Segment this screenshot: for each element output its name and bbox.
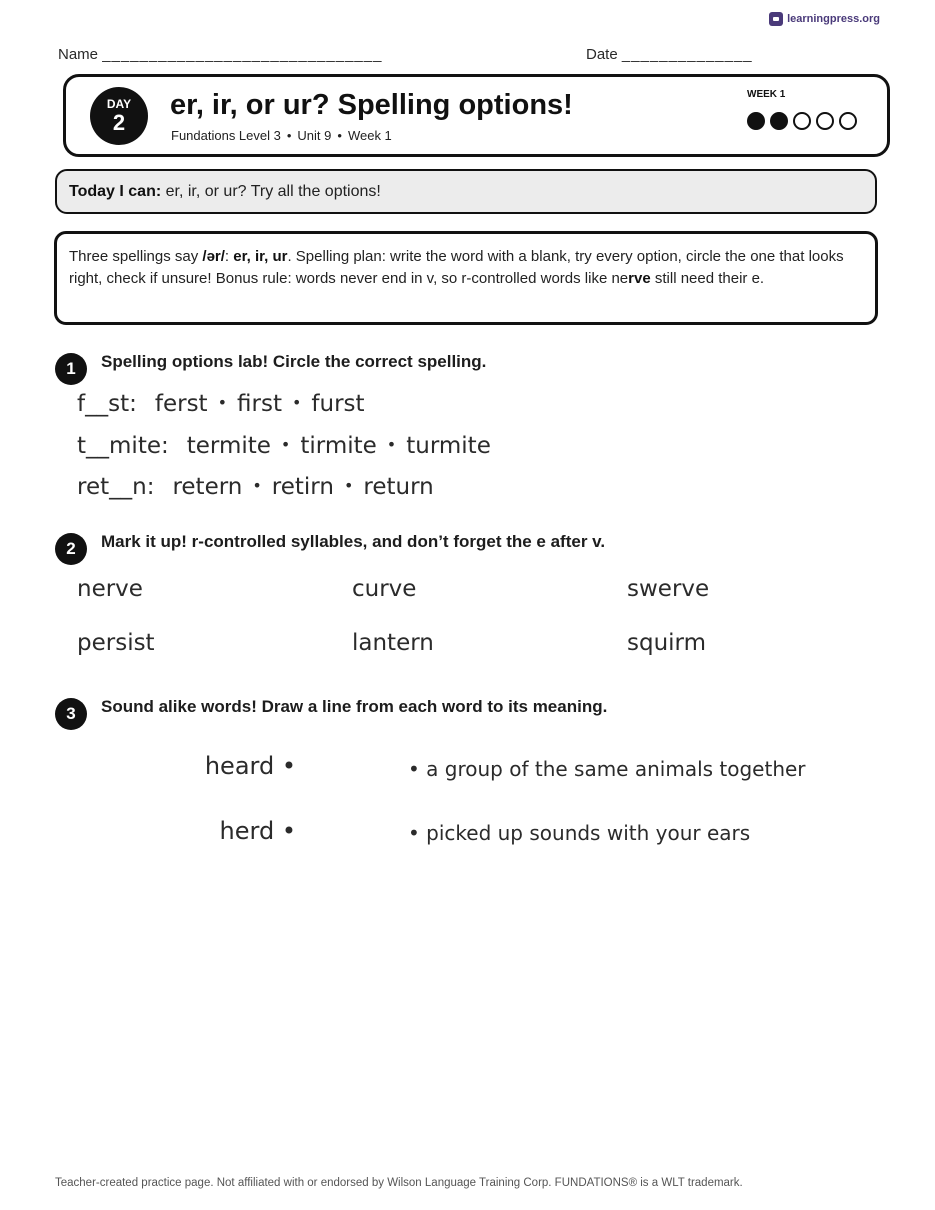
date-label: Date — [586, 46, 618, 63]
subtitle-level: Fundations Level 3 — [171, 128, 281, 143]
spelling-stem: t__mite: — [77, 433, 169, 459]
spelling-option[interactable]: return — [363, 474, 434, 500]
subtitle-week: Week 1 — [347, 128, 392, 143]
subtitle-unit: Unit 9 — [297, 128, 332, 143]
markup-word: nerve — [77, 576, 143, 602]
today-label: Today I can: — [69, 183, 162, 200]
date-line: ______________ — [621, 46, 753, 63]
match-meaning[interactable]: • a group of the same animals together — [408, 757, 806, 781]
markup-word: lantern — [352, 630, 434, 656]
option-separator: • — [252, 476, 262, 495]
spelling-rule-box — [54, 231, 878, 325]
name-label: Name — [58, 46, 99, 63]
name-date-row — [58, 46, 877, 66]
info-phoneme: /ər/ — [202, 248, 225, 265]
subtitle-sep: • — [337, 128, 342, 143]
day-number: 2 — [112, 109, 126, 135]
spelling-option[interactable]: retern — [172, 474, 243, 500]
week-dot-empty — [793, 112, 811, 130]
date-field — [586, 46, 753, 63]
markup-word: squirm — [627, 630, 707, 656]
spelling-row — [77, 433, 491, 459]
week-dot-filled — [747, 112, 765, 130]
info-text: : — [224, 248, 234, 265]
day-badge — [90, 87, 148, 145]
spelling-stem: f__st: — [77, 391, 137, 417]
markup-word: persist — [77, 630, 155, 656]
week-label: WEEK 1 — [747, 89, 786, 100]
today-text: er, ir, or ur? Try all the options! — [165, 183, 381, 200]
day-label: DAY — [106, 96, 132, 111]
markup-word: curve — [352, 576, 417, 602]
footer-disclaimer: Teacher-created practice page. Not affiliated with or endorsed by Wilson Language Training Corp. FUNDATIONS® is a WLT trademark. — [55, 1177, 743, 1189]
brand-logo — [769, 12, 880, 26]
section-3-number: 3 — [55, 698, 87, 730]
option-separator: • — [386, 435, 397, 454]
spelling-row — [77, 474, 434, 500]
spelling-option[interactable]: tirmite — [300, 433, 377, 459]
week-dot-empty — [839, 112, 857, 130]
subtitle-sep: • — [286, 128, 292, 143]
option-separator: • — [343, 476, 354, 495]
match-word[interactable]: herd • — [219, 817, 296, 845]
info-text: . Spelling plan: write the word with a blank, try every option, circle the one that looks right, check if unsure! Bonus rule: words never end in v, so r-controlled words like ne — [69, 248, 844, 287]
brand-text: learningpress.org — [787, 13, 880, 25]
week-dot-filled — [770, 112, 788, 130]
page-title: er, ir, or ur? Spelling options! — [170, 89, 573, 121]
spelling-row — [77, 391, 365, 417]
spelling-option[interactable]: ferst — [154, 391, 208, 417]
spelling-option[interactable]: furst — [311, 391, 365, 417]
spelling-option[interactable]: turmite — [406, 433, 491, 459]
match-meaning[interactable]: • picked up sounds with your ears — [408, 821, 751, 845]
section-3-title: Sound alike words! Draw a line from each word to its meaning. — [101, 697, 608, 716]
name-field — [58, 46, 382, 63]
option-separator: • — [217, 393, 228, 412]
info-bold-word: rve — [628, 270, 651, 287]
info-text: Three spellings say — [69, 248, 203, 265]
header-box — [63, 74, 890, 157]
week-progress — [747, 112, 857, 130]
spelling-stem: ret__n: — [77, 474, 155, 500]
page-subtitle — [171, 128, 392, 143]
section-1-title: Spelling options lab! Circle the correct spelling. — [101, 352, 487, 371]
week-dot-empty — [816, 112, 834, 130]
today-i-can-box — [55, 169, 877, 214]
book-icon — [769, 12, 783, 26]
spelling-option[interactable]: termite — [186, 433, 271, 459]
section-2-title: Mark it up! r-controlled syllables, and don’t forget the e after v. — [101, 532, 606, 551]
match-word[interactable]: heard • — [204, 752, 296, 780]
section-2-number: 2 — [55, 533, 87, 565]
option-separator: • — [280, 435, 291, 454]
option-separator: • — [291, 393, 302, 412]
section-1-number: 1 — [55, 353, 87, 385]
markup-word: swerve — [627, 576, 710, 602]
spelling-option[interactable]: first — [237, 391, 282, 417]
spelling-option[interactable]: retirn — [271, 474, 334, 500]
info-spellings: er, ir, ur — [233, 248, 288, 265]
info-text: still need their e. — [650, 270, 765, 287]
name-line: ______________________________ — [102, 46, 383, 63]
